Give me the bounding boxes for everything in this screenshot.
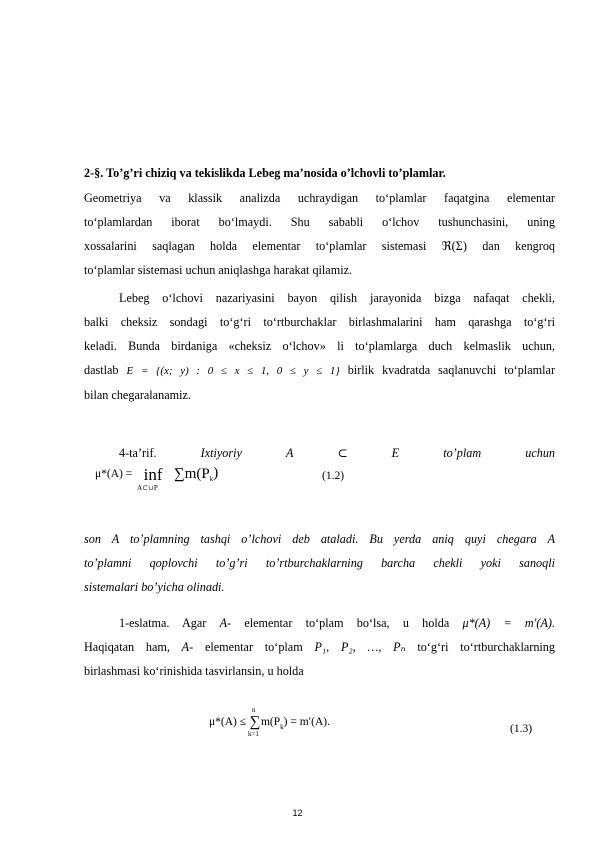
formula-1-2	[95, 462, 219, 492]
remark-line-2	[84, 635, 555, 659]
formula-1-3-lhs: μ*(A) ≤	[209, 716, 247, 728]
remark-a-math-2: A-	[181, 640, 194, 654]
definition-word-2: to’plam	[443, 446, 482, 460]
p1-line-3-text-a: xossalarini saqlagan holda elementar to‘plamlar sistemasi	[84, 239, 427, 253]
formula-1-3-index: k	[280, 723, 284, 731]
p1-line-3	[84, 234, 555, 258]
definition-word-3: uchun	[525, 446, 556, 460]
definition-word-1: Ixtiyoriy	[200, 446, 242, 460]
sum-index: k	[209, 475, 214, 483]
outer-measure-equality: μ*(A) = m′(A).	[462, 616, 556, 630]
sum-lower-limit: k=1	[247, 730, 259, 738]
paragraph-2	[84, 286, 555, 407]
equation-number-1-3: (1.3)	[510, 723, 533, 735]
definition-body	[84, 527, 555, 599]
equation-number-1-2: (1.2)	[322, 470, 345, 482]
remark-line-3: birlashmasi ko‘rinishida tasvirlansin, u holda	[84, 664, 304, 678]
remark-line-1-a: 1-eslatma. Agar	[119, 616, 207, 630]
sum-close: )	[213, 465, 219, 481]
section-heading: 2-§. To’g’ri chiziq va tekislikda Lebeg ma’nosida o’lchovli to’plamlar.	[84, 166, 446, 180]
p2-line-3: keladi. Bunda birdaniga «cheksiz o‘lchov» li to‘plamlarga duch kelmaslik uchun,	[84, 339, 555, 353]
remark-a-math: A-	[219, 616, 232, 630]
def-line-3: sistemalari bo’yicha olinadi.	[84, 580, 225, 594]
p1-line-3-text-b: dan kengroq	[482, 239, 556, 253]
set-a-math-2: A	[547, 532, 556, 546]
p1-line-1: Geometriya va klassik analizda uchraydigan to‘plamlar faqatgina elementar	[84, 191, 555, 205]
formula-1-3-rhs: ) = m′(A).	[283, 716, 330, 728]
paragraph-1	[84, 186, 555, 282]
p2-line-1: Lebeg o‘lchovi nazariyasini bayon qilish jarayonida bizga nafaqat chekli,	[119, 291, 555, 305]
sum-symbol: ∑	[249, 714, 261, 730]
definition-label: 4-ta’rif.	[119, 446, 157, 460]
inf-operator: inf	[143, 465, 163, 484]
rectangles-math: P₁, P₂, …, Pₙ	[314, 640, 406, 654]
def-line-2: to’plamni qoplovchi to’g’ri to’rtburchaklarning barcha chekli yoki sanoqli	[84, 556, 555, 570]
p2-line-4	[84, 358, 555, 383]
formula-lhs: μ*(A) =	[95, 468, 133, 480]
set-a-math: A	[111, 532, 119, 546]
remark-1	[84, 611, 555, 683]
remark-line-2-a: Haqiqatan ham,	[84, 640, 170, 654]
remark-line-2-c: to‘g‘ri to‘rtburchaklarning	[417, 640, 555, 654]
unit-square-math: E = {(x; y) : 0 ≤ x ≤ 1, 0 ≤ y ≤ 1}	[126, 365, 340, 377]
p2-line-4-text-b: birlik kvadratda saqlanuvchi to‘plamlar	[347, 363, 556, 377]
ring-sigma-math: ℜ(Σ)	[441, 239, 467, 253]
def-line-1-a: son	[84, 532, 101, 546]
p2-line-5: bilan chegaralanamiz.	[84, 388, 191, 402]
remark-line-1-b: elementar to‘plam bo‘lsa, u holda	[244, 616, 450, 630]
page-number: 12	[292, 808, 303, 818]
p2-line-4-text-a: dastlab	[84, 363, 119, 377]
formula-1-3-mid: m(P	[260, 716, 281, 728]
def-line-1-b: to’plamning tashqi o’lchovi deb ataladi. Bu yerda aniq quyi chegara	[129, 532, 537, 546]
inf-subscript: A⊂∪P	[137, 484, 158, 492]
remark-line-2-b: elementar to‘plam	[204, 640, 303, 654]
sum-term: ∑m(P	[174, 466, 210, 482]
p2-line-2: balki cheksiz sondagi to‘g‘ri to‘rtburchaklar birlashmalarini ham qarashga to‘g‘ri	[84, 315, 555, 329]
formula-1-3	[209, 706, 330, 738]
p1-line-2: to‘plamlardan iborat bo‘lmaydi. Shu sababli o‘lchov tushunchasini, uning	[84, 215, 555, 229]
subset-math: A ⊂ E	[286, 446, 400, 460]
p1-line-4: to‘plamlar sistemasi uchun aniqlashga harakat qilamiz.	[84, 263, 353, 277]
def-line-1	[84, 527, 555, 551]
remark-line-1	[84, 611, 555, 635]
sum-upper-limit: n	[251, 706, 256, 714]
